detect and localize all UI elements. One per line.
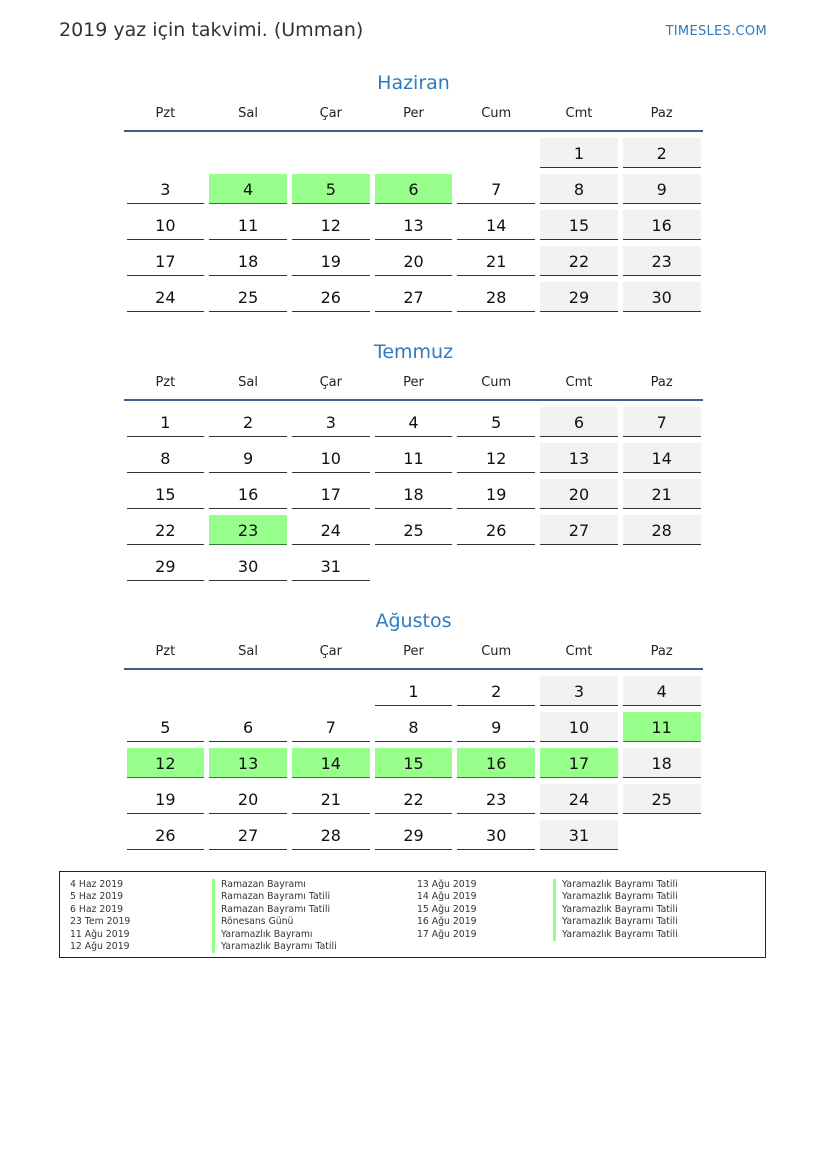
day-cell: 22 [540, 246, 618, 276]
day-cell: 7 [623, 407, 701, 437]
legend-holiday-name [553, 929, 753, 941]
day-cell: 24 [292, 515, 370, 545]
day-cell: 9 [623, 174, 701, 204]
week-row [124, 174, 703, 210]
legend-holiday-label: Yaramazlık Bayramı Tatili [212, 941, 412, 953]
weekday-header [124, 104, 703, 132]
holiday-day-cell: 17 [540, 748, 618, 778]
weekday-label: Sal [238, 644, 258, 659]
legend-holiday-name [212, 891, 412, 903]
day-cell: 10 [292, 443, 370, 473]
weekday-label: Cmt [565, 375, 593, 390]
weekday-label: Sal [238, 106, 258, 121]
legend-holiday-label: Ramazan Bayramı [212, 879, 412, 891]
day-cell: 22 [375, 784, 453, 814]
holiday-day-cell: 11 [623, 712, 701, 742]
weekday-label: Per [403, 106, 424, 121]
day-cell: 20 [209, 784, 287, 814]
day-cell: 20 [540, 479, 618, 509]
weeks-grid [124, 676, 703, 856]
day-cell: 11 [375, 443, 453, 473]
day-cell: 27 [375, 282, 453, 312]
day-cell: 24 [127, 282, 205, 312]
weekday-label: Pzt [155, 375, 176, 390]
weekday-header [124, 373, 703, 401]
day-cell: 23 [457, 784, 535, 814]
week-row [124, 820, 703, 856]
weekday-label: Paz [650, 106, 673, 121]
day-cell: 13 [375, 210, 453, 240]
day-cell: 24 [540, 784, 618, 814]
day-cell: 11 [209, 210, 287, 240]
weekday-label: Çar [319, 106, 342, 121]
day-cell: 2 [623, 138, 701, 168]
empty-day-cell [127, 138, 205, 168]
month-1 [124, 337, 703, 587]
weekday-label: Cum [481, 644, 512, 659]
legend-holiday-label: Yaramazlık Bayramı Tatili [553, 929, 753, 941]
day-cell: 25 [375, 515, 453, 545]
legend-date: 5 Haz 2019 [70, 891, 124, 903]
day-cell: 28 [292, 820, 370, 850]
holiday-day-cell: 6 [375, 174, 453, 204]
legend-date: 16 Ağu 2019 [417, 916, 477, 928]
day-cell: 29 [375, 820, 453, 850]
legend-holiday-name [553, 916, 753, 928]
month-title: Ağustos [375, 610, 452, 632]
legend-holiday-name [212, 916, 412, 928]
week-row [124, 282, 703, 318]
day-cell: 3 [292, 407, 370, 437]
day-cell: 8 [127, 443, 205, 473]
day-cell: 1 [127, 407, 205, 437]
empty-day-cell [623, 551, 701, 581]
holiday-day-cell: 14 [292, 748, 370, 778]
day-cell: 6 [540, 407, 618, 437]
weekday-label: Çar [319, 375, 342, 390]
day-cell: 15 [540, 210, 618, 240]
month-2 [124, 606, 703, 856]
legend-holiday-label: Rönesans Günü [212, 916, 412, 928]
day-cell: 6 [209, 712, 287, 742]
day-cell: 27 [209, 820, 287, 850]
weekday-label: Paz [650, 644, 673, 659]
weekday-label: Cmt [565, 644, 593, 659]
week-row [124, 784, 703, 820]
day-cell: 4 [375, 407, 453, 437]
day-cell: 25 [209, 282, 287, 312]
day-cell: 22 [127, 515, 205, 545]
day-cell: 3 [540, 676, 618, 706]
day-cell: 19 [292, 246, 370, 276]
legend-holiday-label: Yaramazlık Bayramı Tatili [553, 904, 753, 916]
week-row [124, 407, 703, 443]
empty-day-cell [457, 138, 535, 168]
day-cell: 19 [127, 784, 205, 814]
day-cell: 29 [540, 282, 618, 312]
empty-day-cell [375, 551, 453, 581]
day-cell: 9 [209, 443, 287, 473]
weekday-label: Pzt [155, 106, 176, 121]
empty-day-cell [375, 138, 453, 168]
day-cell: 14 [457, 210, 535, 240]
day-cell: 20 [375, 246, 453, 276]
day-cell: 26 [292, 282, 370, 312]
day-cell: 3 [127, 174, 205, 204]
day-cell: 16 [209, 479, 287, 509]
day-cell: 30 [457, 820, 535, 850]
holiday-day-cell: 15 [375, 748, 453, 778]
weeks-grid [124, 407, 703, 587]
legend-holiday-name [553, 891, 753, 903]
legend-holiday-label: Yaramazlık Bayramı Tatili [553, 916, 753, 928]
week-row [124, 479, 703, 515]
empty-day-cell [540, 551, 618, 581]
holiday-day-cell: 5 [292, 174, 370, 204]
empty-day-cell [292, 138, 370, 168]
legend-names-left [212, 879, 412, 953]
legend-holiday-name [553, 904, 753, 916]
day-cell: 19 [457, 479, 535, 509]
day-cell: 17 [127, 246, 205, 276]
day-cell: 7 [457, 174, 535, 204]
day-cell: 26 [457, 515, 535, 545]
empty-day-cell [127, 676, 205, 706]
empty-day-cell [292, 676, 370, 706]
legend-dates-left [70, 879, 210, 953]
day-cell: 27 [540, 515, 618, 545]
legend-holiday-label: Ramazan Bayramı Tatili [212, 891, 412, 903]
empty-day-cell [623, 820, 701, 850]
weekday-label: Çar [319, 644, 342, 659]
legend-holiday-name [212, 929, 412, 941]
day-cell: 21 [292, 784, 370, 814]
day-cell: 21 [457, 246, 535, 276]
holiday-day-cell: 13 [209, 748, 287, 778]
legend-date: 4 Haz 2019 [70, 879, 124, 890]
weeks-grid [124, 138, 703, 318]
day-cell: 12 [292, 210, 370, 240]
week-row [124, 210, 703, 246]
week-row [124, 515, 703, 551]
day-cell: 10 [540, 712, 618, 742]
holiday-day-cell: 16 [457, 748, 535, 778]
day-cell: 31 [292, 551, 370, 581]
day-cell: 1 [540, 138, 618, 168]
legend-date: 13 Ağu 2019 [417, 879, 477, 890]
legend-date: 12 Ağu 2019 [70, 940, 130, 952]
weekday-label: Cum [481, 106, 512, 121]
weekday-label: Paz [650, 375, 673, 390]
day-cell: 1 [375, 676, 453, 706]
day-cell: 26 [127, 820, 205, 850]
day-cell: 17 [292, 479, 370, 509]
week-row [124, 712, 703, 748]
weekday-label: Cmt [565, 106, 593, 121]
day-cell: 23 [623, 246, 701, 276]
week-row [124, 551, 703, 587]
empty-day-cell [209, 676, 287, 706]
day-cell: 18 [375, 479, 453, 509]
legend-date: 6 Haz 2019 [70, 903, 124, 915]
week-row [124, 748, 703, 784]
legend-holiday-label: Yaramazlık Bayramı [212, 929, 412, 941]
day-cell: 18 [623, 748, 701, 778]
day-cell: 28 [623, 515, 701, 545]
legend-holiday-name [212, 904, 412, 916]
legend-names-right [553, 879, 753, 941]
holiday-day-cell: 23 [209, 515, 287, 545]
day-cell: 15 [127, 479, 205, 509]
weekday-label: Per [403, 375, 424, 390]
day-cell: 10 [127, 210, 205, 240]
week-row [124, 676, 703, 712]
day-cell: 8 [540, 174, 618, 204]
month-title: Haziran [377, 72, 450, 94]
day-cell: 29 [127, 551, 205, 581]
legend-date: 17 Ağu 2019 [417, 928, 477, 940]
legend-dates-right [417, 879, 551, 941]
day-cell: 7 [292, 712, 370, 742]
legend-holiday-name [212, 879, 412, 891]
day-cell: 2 [457, 676, 535, 706]
month-title: Temmuz [373, 341, 454, 363]
day-cell: 31 [540, 820, 618, 850]
day-cell: 8 [375, 712, 453, 742]
holiday-day-cell: 12 [127, 748, 205, 778]
month-0 [124, 68, 703, 318]
weekday-label: Cum [481, 375, 512, 390]
legend-date: 15 Ağu 2019 [417, 903, 477, 915]
day-cell: 5 [457, 407, 535, 437]
day-cell: 12 [457, 443, 535, 473]
legend-holiday-name [212, 941, 412, 953]
day-cell: 14 [623, 443, 701, 473]
legend-date: 23 Tem 2019 [70, 916, 131, 928]
day-cell: 16 [623, 210, 701, 240]
day-cell: 21 [623, 479, 701, 509]
legend-holiday-label: Ramazan Bayramı Tatili [212, 904, 412, 916]
day-cell: 28 [457, 282, 535, 312]
day-cell: 2 [209, 407, 287, 437]
week-row [124, 246, 703, 282]
legend-date: 14 Ağu 2019 [417, 891, 477, 903]
day-cell: 30 [623, 282, 701, 312]
page-title: 2019 yaz için takvimi. (Umman) [59, 19, 364, 41]
weekday-label: Per [403, 644, 424, 659]
weekday-label: Sal [238, 375, 258, 390]
legend-holiday-label: Yaramazlık Bayramı Tatili [553, 891, 753, 903]
empty-day-cell [457, 551, 535, 581]
week-row [124, 443, 703, 479]
week-row [124, 138, 703, 174]
day-cell: 4 [623, 676, 701, 706]
holiday-day-cell: 4 [209, 174, 287, 204]
day-cell: 18 [209, 246, 287, 276]
site-link[interactable]: TIMESLES.COM [665, 24, 767, 39]
day-cell: 25 [623, 784, 701, 814]
weekday-label: Pzt [155, 644, 176, 659]
legend-holiday-name [553, 879, 753, 891]
weekday-header [124, 642, 703, 670]
day-cell: 9 [457, 712, 535, 742]
empty-day-cell [209, 138, 287, 168]
legend-holiday-label: Yaramazlık Bayramı Tatili [553, 879, 753, 891]
day-cell: 13 [540, 443, 618, 473]
day-cell: 30 [209, 551, 287, 581]
legend-date: 11 Ağu 2019 [70, 928, 130, 940]
holiday-legend [59, 871, 766, 958]
day-cell: 5 [127, 712, 205, 742]
